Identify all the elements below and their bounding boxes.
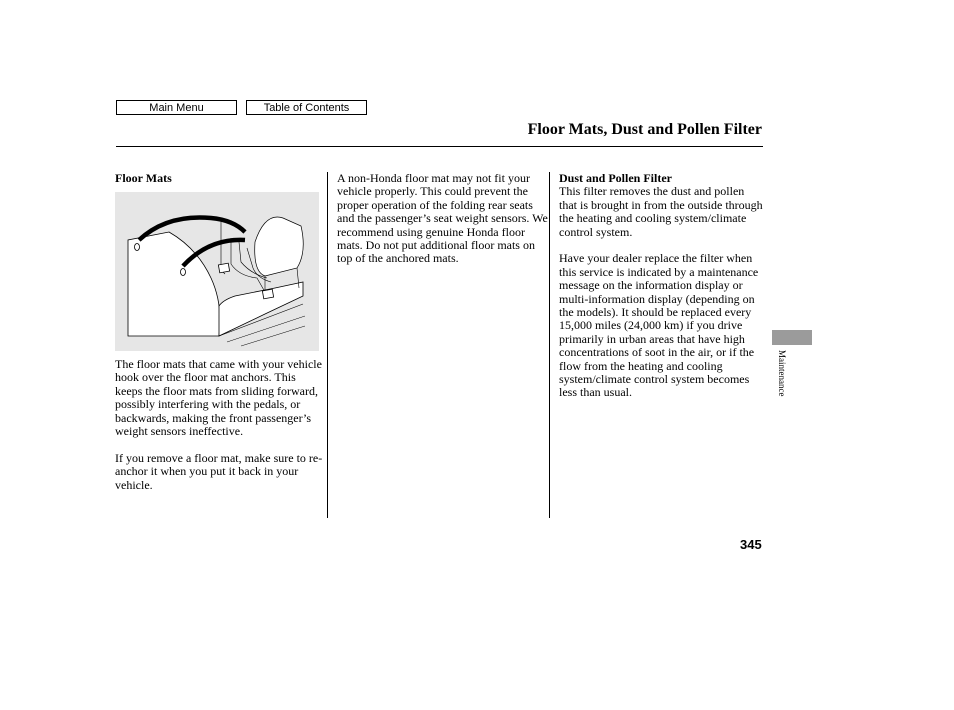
section-side-label-text: Maintenance xyxy=(777,350,787,397)
title-rule xyxy=(116,146,763,147)
page-number: 345 xyxy=(740,537,762,552)
page-title: Floor Mats, Dust and Pollen Filter xyxy=(527,121,762,138)
non-honda-column xyxy=(337,172,549,266)
floor-mats-heading: Floor Mats xyxy=(115,171,172,185)
table-of-contents-button[interactable]: Table of Contents xyxy=(246,100,367,115)
floor-mat-illustration xyxy=(115,192,319,351)
main-menu-button[interactable]: Main Menu xyxy=(116,100,237,115)
non-honda-paragraph: A non-Honda floor mat may not fit your vehicle properly. This could prevent the proper operation of the folding rear seats and the passenger’s seat weight sensors. We recommend using genuine Honda floor mats. Do not put additional floor mats on top of the anchored mats. xyxy=(337,171,548,266)
column-divider-2 xyxy=(549,172,550,518)
filter-heading: Dust and Pollen Filter xyxy=(559,171,672,185)
filter-column xyxy=(559,172,765,400)
floor-mat-drawing xyxy=(115,192,319,351)
floor-mats-column xyxy=(115,172,323,185)
section-tab-marker xyxy=(772,330,812,345)
column-divider-1 xyxy=(327,172,328,518)
floor-mats-paragraph-2: If you remove a floor mat, make sure to re-anchor it when you put it back in your vehicle. xyxy=(115,450,323,492)
section-side-label xyxy=(777,350,787,420)
floor-mats-text xyxy=(115,358,323,492)
filter-paragraph-1: This filter removes the dust and pollen that is brought in from the outside through the heating and cooling system/climate control system. xyxy=(559,184,763,239)
floor-mats-paragraph-1: The floor mats that came with your vehicle hook over the floor mat anchors. This keeps the floor mats from sliding forward, possibly interfering with the pedals, or backwards, making the front passenger’s weight sensors ineffective. xyxy=(115,357,322,439)
filter-paragraph-2: Have your dealer replace the filter when this service is indicated by a maintenance message on the information display or multi-information display (depending on the models). It should be replaced every 15,000 miles (24,000 km) if you drive primarily in urban areas that have high concentrations of soot in the air, or if the flow from the heating and cooling system/climate control system becomes less than usual. xyxy=(559,251,759,400)
